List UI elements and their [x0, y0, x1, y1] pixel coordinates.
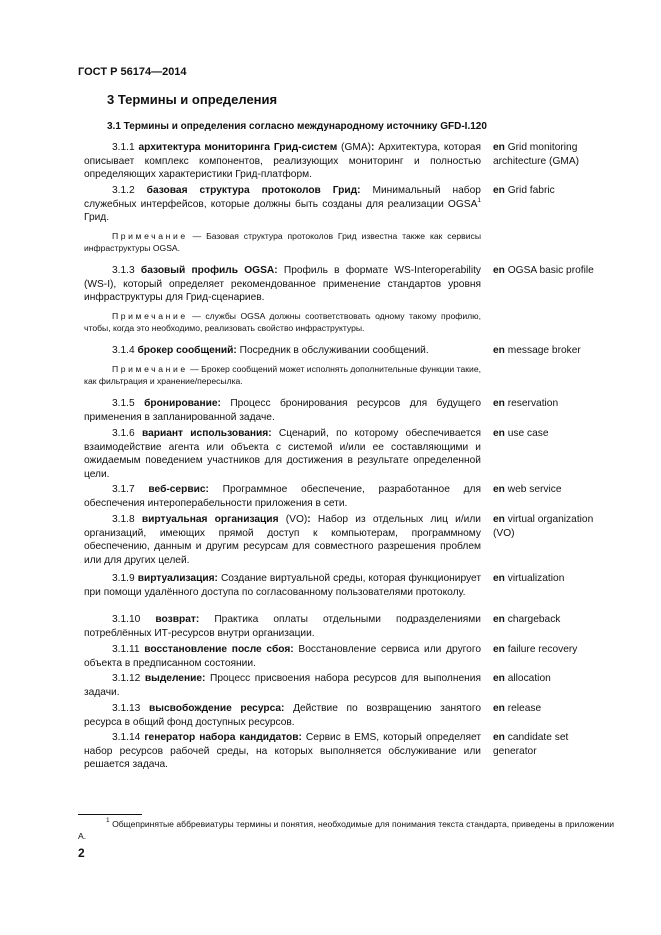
en-equivalent-3-1-13: [493, 702, 613, 716]
en-label: en: [493, 644, 505, 655]
term-entry-3-1-4: [84, 344, 481, 358]
en-equivalent-3-1-10: [493, 613, 613, 627]
page-number: 2: [78, 846, 85, 860]
term-definition: Программное обеспечение, разработанное для обеспечения интероперабельности приложения в сети.: [84, 484, 481, 509]
en-term: message broker: [507, 345, 581, 356]
note-3-1-4: [84, 363, 481, 387]
en-term: failure recovery: [507, 644, 578, 655]
en-equivalent-3-1-1: [493, 141, 613, 168]
en-equivalent-3-1-11: [493, 643, 613, 657]
term-number: 3.1.7: [112, 484, 135, 495]
en-term: OGSA basic profile: [507, 265, 594, 276]
footnote: [78, 818, 614, 842]
en-label: en: [493, 142, 505, 153]
term-name: генератор набора кандидатов:: [144, 732, 302, 743]
term-entry-3-1-13: [84, 702, 481, 729]
term-entry-3-1-14: [84, 731, 481, 772]
en-label: en: [493, 428, 505, 439]
en-label: en: [493, 265, 505, 276]
term-definition: Сервис в EMS, который определяет набор ресурсов рабочей среды, на которых выполняется обслуживание или решается задача.: [84, 732, 481, 771]
footnote-text: Общепринятые аббревиатуры термины и понятия, необходимые для понимания текста стандарта, приведены в приложении А.: [78, 819, 614, 841]
term-number: 3.1.4: [112, 345, 135, 356]
note-label: Примечание: [112, 231, 188, 241]
term-entry-3-1-11: [84, 643, 481, 670]
note-3-1-2: [84, 230, 481, 254]
term-name: высвобождение ресурса:: [148, 703, 285, 714]
en-term: virtual organization (VO): [493, 514, 594, 539]
term-definition: Набор из отдельных лиц и/или организаций, имеющих прямой доступ к компьютерам, программному обеспечению, данным и другим ресурсам для совместного разрешения проблем или для других целей.: [84, 514, 481, 567]
term-definition: Сценарий, по которому обеспечивается взаимодействие агента или объекта с системой и/или ее составляющими и ожидаемым поведением участников для достижения в результате определенной цели.: [84, 428, 481, 481]
term-definition: Минимальный набор служебных интерфейсов, которые должны быть созданы для реализации OGSA: [84, 185, 481, 210]
term-number: 3.1.11: [112, 644, 140, 655]
en-equivalent-3-1-4: [493, 344, 613, 358]
term-number: 3.1.3: [112, 265, 135, 276]
term-name: выделение:: [144, 673, 206, 684]
en-equivalent-3-1-3: [493, 264, 613, 278]
en-equivalent-3-1-5: [493, 397, 613, 411]
term-name: брокер сообщений:: [137, 345, 237, 356]
term-entry-3-1-10: [84, 613, 481, 640]
section-title: 3 Термины и определения: [107, 92, 278, 107]
note-label: Примечание: [112, 311, 188, 321]
en-label: en: [493, 732, 505, 743]
en-term: Grid monitoring architecture (GMA): [493, 142, 580, 167]
en-term: chargeback: [507, 614, 561, 625]
term-colon: :: [371, 142, 375, 153]
term-name: виртуализация:: [137, 573, 218, 584]
footnote-separator: [78, 814, 142, 815]
term-name: вариант использования:: [141, 428, 272, 439]
en-label: en: [493, 614, 505, 625]
en-label: en: [493, 398, 505, 409]
term-number: 3.1.10: [112, 614, 141, 625]
term-entry-3-1-1: [84, 141, 481, 182]
en-term: reservation: [507, 398, 559, 409]
note-text: — Брокер сообщений может исполнять дополнительные функции такие, как фильтрация и хранение/пересылка.: [84, 364, 481, 386]
term-entry-3-1-9: [84, 572, 481, 599]
term-name: возврат:: [155, 614, 200, 625]
term-number: 3.1.14: [112, 732, 141, 743]
en-label: en: [493, 185, 505, 196]
term-name: базовый профиль OGSA:: [140, 265, 278, 276]
en-label: en: [493, 484, 505, 495]
term-definition: Восстановление сервиса или другого объекта в предписанном состоянии.: [84, 644, 481, 669]
en-term: candidate set generator: [493, 732, 569, 757]
term-definition-tail: Грид.: [84, 212, 110, 224]
en-term: virtualization: [507, 573, 565, 584]
term-number: 3.1.1: [112, 142, 135, 153]
term-number: 3.1.13: [112, 703, 141, 714]
en-label: en: [493, 673, 505, 684]
term-entry-3-1-2: [84, 184, 481, 225]
en-label: en: [493, 345, 505, 356]
term-entry-3-1-5: [84, 397, 481, 424]
term-number: 3.1.12: [112, 673, 141, 684]
en-equivalent-3-1-6: [493, 427, 613, 441]
en-term: release: [507, 703, 542, 714]
document-code: ГОСТ Р 56174—2014: [78, 66, 187, 78]
term-name: восстановление после сбоя:: [144, 644, 294, 655]
term-definition: Создание виртуальной среды, которая функционирует при помощи удалённого доступа по согласованному пользователями протоколу.: [84, 573, 481, 598]
term-abbr: (GMA): [337, 142, 372, 153]
term-definition: Посредник в обслуживании сообщений.: [236, 345, 429, 356]
en-term: web service: [507, 484, 562, 495]
term-number: 3.1.8: [112, 514, 135, 525]
en-term: use case: [507, 428, 549, 439]
en-equivalent-3-1-9: [493, 572, 613, 586]
term-definition: Процесс бронирования ресурсов для будущего применения в запланированной задаче.: [84, 398, 481, 423]
term-colon: :: [307, 514, 311, 525]
term-definition: Действие по возвращению занятого ресурса в общий фонд доступных ресурсов.: [84, 703, 481, 728]
term-entry-3-1-8: [84, 513, 481, 568]
footnote-mark: 1: [106, 817, 110, 824]
en-equivalent-3-1-14: [493, 731, 613, 758]
term-number: 3.1.9: [112, 573, 135, 584]
en-equivalent-3-1-12: [493, 672, 613, 686]
term-entry-3-1-6: [84, 427, 481, 482]
note-label: Примечание: [112, 364, 188, 374]
en-label: en: [493, 573, 505, 584]
note-text: — Базовая структура протоколов Грид известна также как сервисы инфраструктуры OGSA.: [84, 231, 481, 253]
note-text: — службы OGSA должны соответствовать одному такому профилю, чтобы, когда это необходимо, реализовать свойство инфраструктуры.: [84, 311, 481, 333]
en-equivalent-3-1-2: [493, 184, 613, 198]
term-name: виртуальная организация: [141, 514, 279, 525]
en-equivalent-3-1-8: [493, 513, 613, 540]
term-definition: Архитектура, которая описывает комплекс компонентов, реализующих мониторинг и полностью определяющих характеристики Грид-платформ.: [84, 142, 481, 181]
en-label: en: [493, 514, 505, 525]
en-equivalent-3-1-7: [493, 483, 613, 497]
note-3-1-3: [84, 310, 481, 334]
en-term: Grid fabric: [507, 185, 555, 196]
term-number: 3.1.5: [112, 398, 135, 409]
term-abbr: (VO): [278, 514, 308, 525]
term-number: 3.1.2: [112, 185, 135, 196]
term-definition: Профиль в формате WS-Interoperability (WS-I), который определяет рекомендованное применение стандартов уровня инфраструктуры для Грид-сценариев.: [84, 265, 482, 304]
term-entry-3-1-7: [84, 483, 481, 510]
en-label: en: [493, 703, 505, 714]
term-definition: Процесс присвоения набора ресурсов для выполнения задачи.: [84, 673, 481, 698]
term-name: веб-сервис:: [148, 484, 209, 495]
term-number: 3.1.6: [112, 428, 135, 439]
term-entry-3-1-3: [84, 264, 481, 305]
en-term: allocation: [507, 673, 551, 684]
footnote-mark: 1: [477, 196, 481, 204]
term-entry-3-1-12: [84, 672, 481, 699]
term-name: архитектура мониторинга Грид-систем: [138, 142, 338, 153]
term-name: бронирование:: [144, 398, 221, 409]
term-definition: Практика оплаты отдельными подразделениями потреблённых ИТ-ресурсов внутри организации.: [84, 614, 481, 639]
term-name: базовая структура протоколов Грид:: [146, 185, 361, 196]
subsection-title: 3.1 Термины и определения согласно международному источнику GFD-I.120: [107, 121, 487, 132]
